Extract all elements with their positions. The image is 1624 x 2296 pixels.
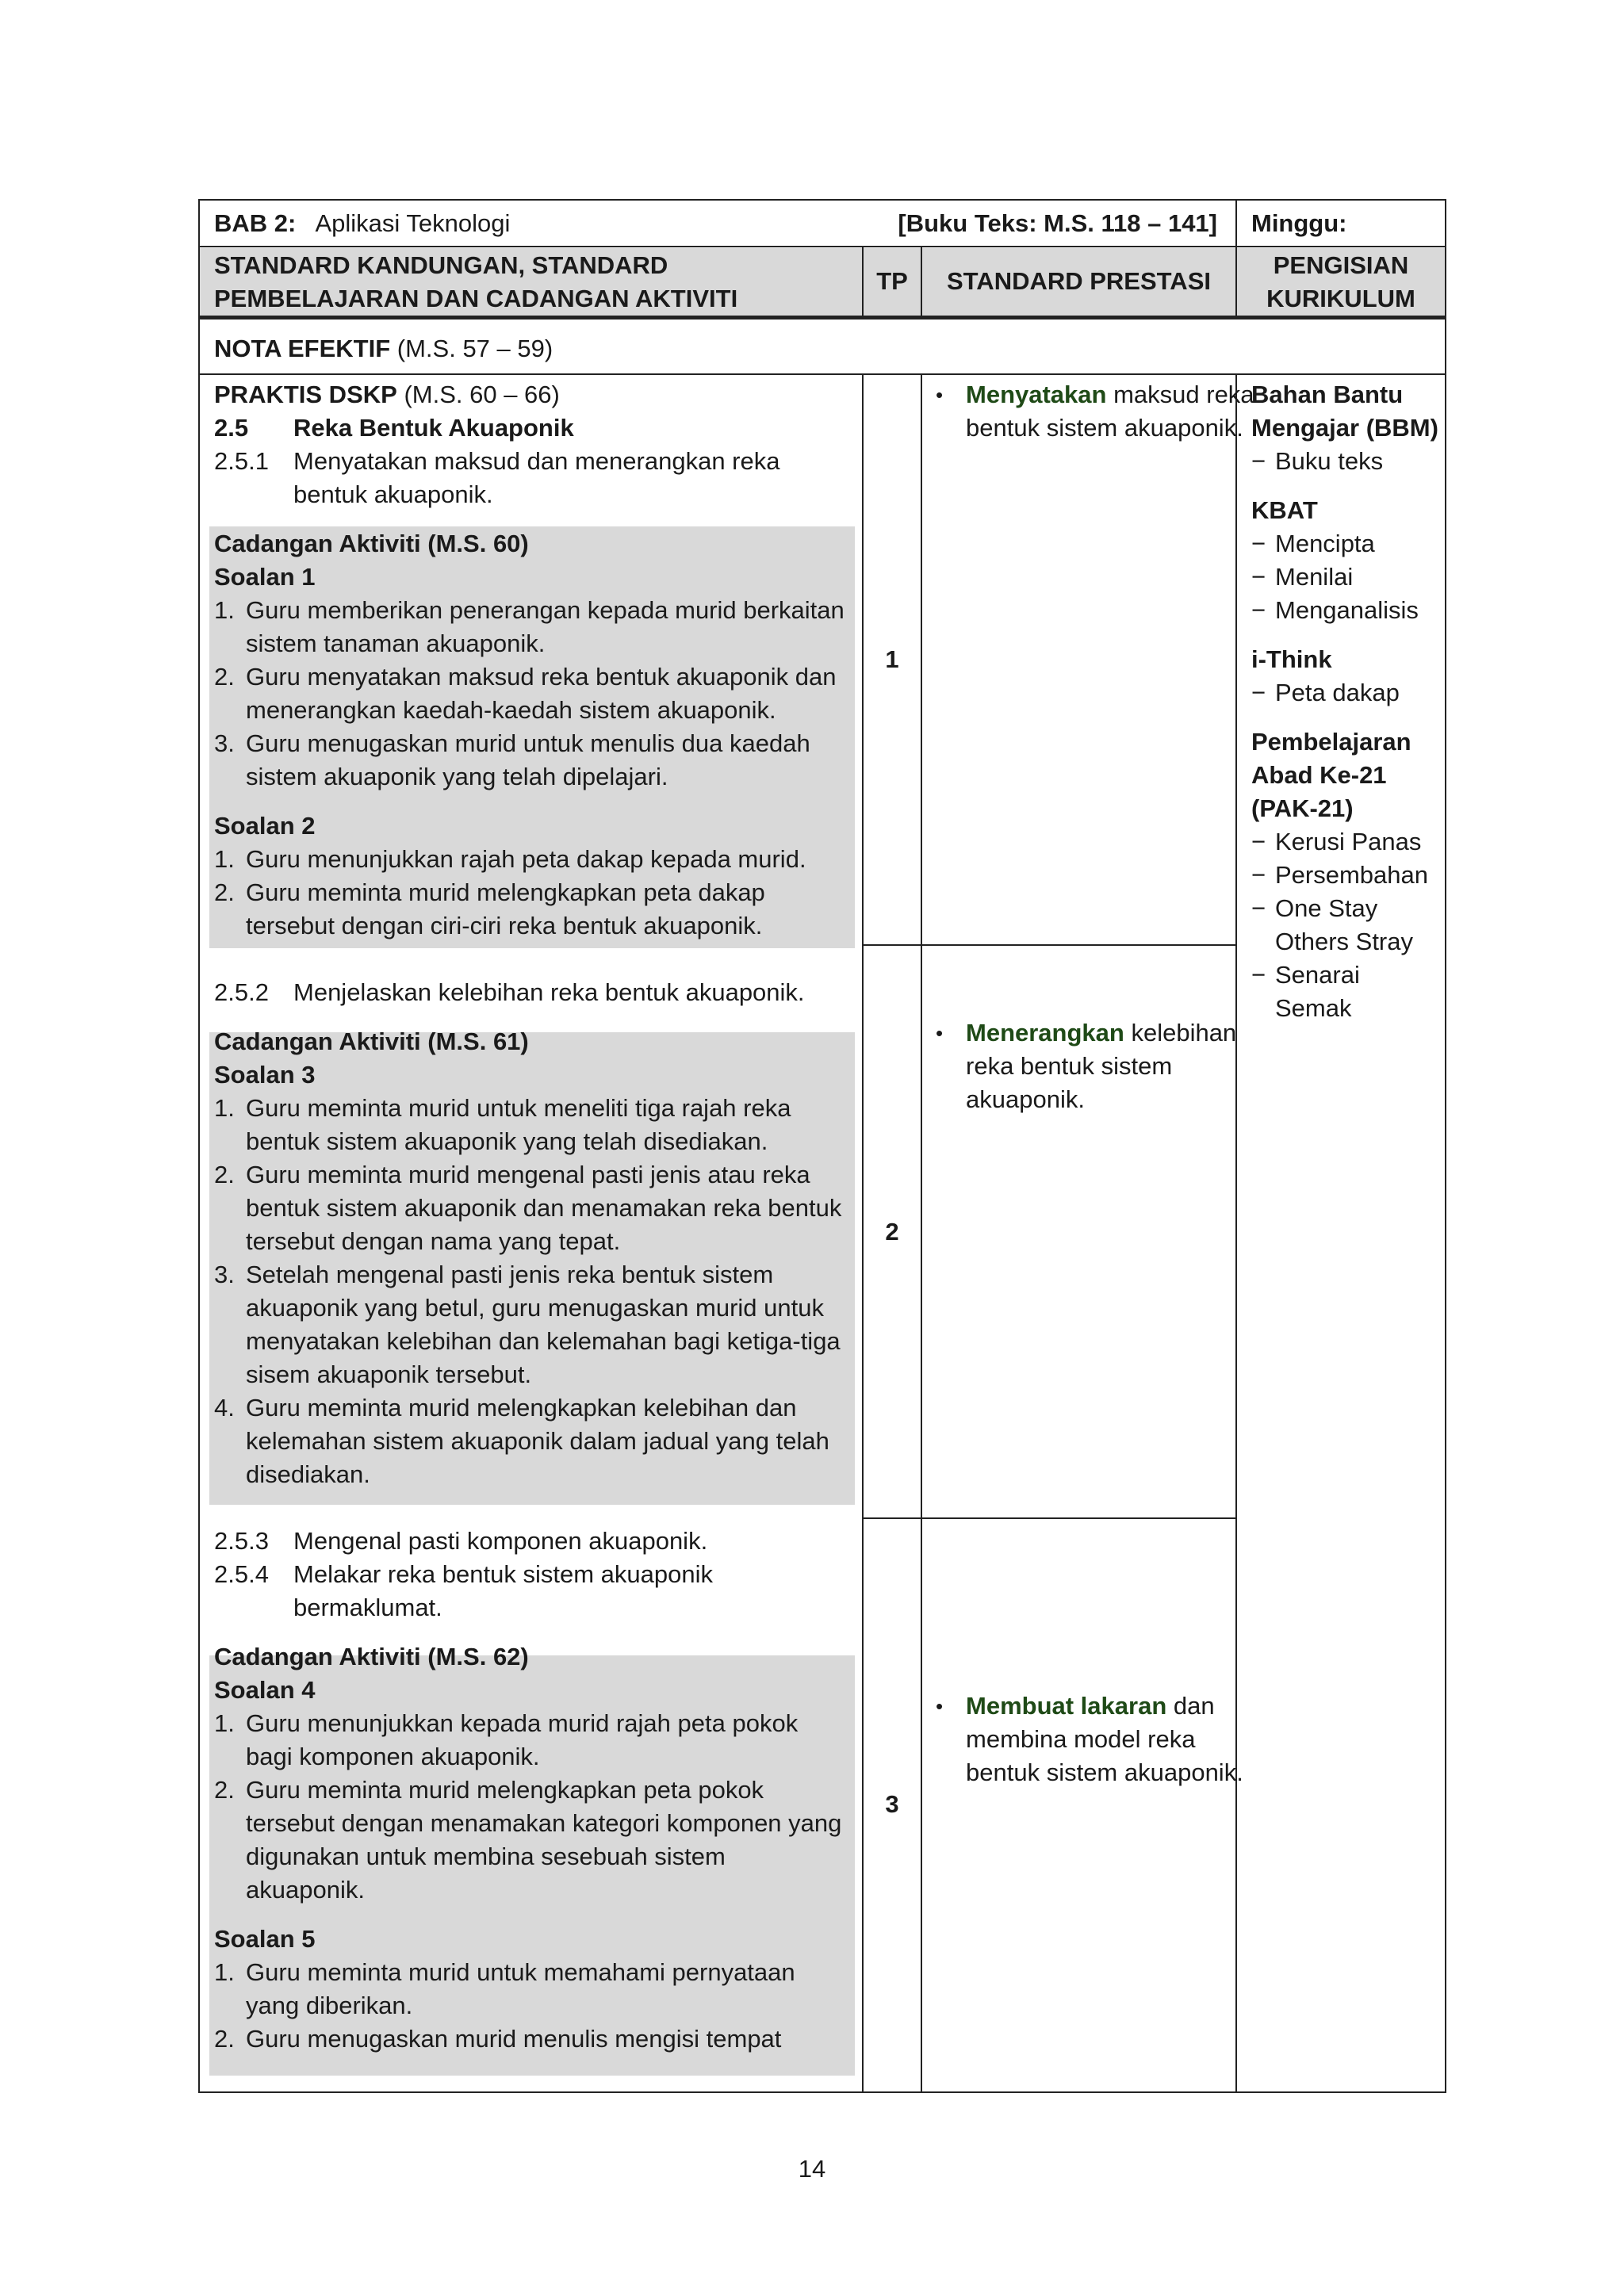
list-item: 1. Guru menunjukkan kepada murid rajah peta pokok bagi komponen akuaponik.: [214, 1709, 799, 1770]
list-item: 1. Guru meminta murid untuk meneliti tiga rajah reka bentuk sistem akuaponik yang telah disediakan.: [214, 1094, 791, 1155]
column-header-prestasi: STANDARD PRESTASI: [947, 267, 1211, 295]
list-item: − One Stay Others Stray: [1251, 894, 1413, 955]
nota-efektif: NOTA EFEKTIF (M.S. 57 – 59): [214, 335, 553, 362]
bab-title-line: [214, 207, 510, 240]
column-header-pengisian: PENGISIAN KURIKULUM: [1266, 251, 1415, 312]
prestasi-1: • Menyatakan maksud reka bentuk sistem akuaponik.: [936, 381, 1254, 442]
sp-2-5-4: 2.5.4 Melakar reka bentuk sistem akuaponik bermaklumat.: [214, 1560, 713, 1621]
sp-2-5-3: 2.5.3 Mengenal pasti komponen akuaponik.: [214, 1527, 708, 1555]
bbm-title: Bahan Bantu Mengajar (BBM): [1251, 381, 1438, 442]
pak21-list: [1251, 825, 1438, 1025]
column-header-kandungan: STANDARD KANDUNGAN, STANDARD PEMBELAJARAN DAN CADANGAN AKTIVITI: [214, 251, 738, 312]
sp-2-5-1: 2.5.1 Menyatakan maksud dan menerangkan reka bentuk akuaponik.: [214, 447, 780, 508]
pak21-title: Pembelajaran Abad Ke-21 (PAK-21): [1251, 728, 1411, 822]
list-item: 2. Guru menyatakan maksud reka bentuk akuaponik dan menerangkan kaedah-kaedah sistem akuaponik.: [214, 663, 837, 724]
soalan-5-list: [214, 1956, 848, 2056]
topic-heading: 2.5 Reka Bentuk Akuaponik: [214, 414, 574, 442]
activity-title: Cadangan Aktiviti (M.S. 61): [214, 1027, 529, 1055]
list-item: − Persembahan: [1251, 861, 1429, 889]
buku-teks-ref: [Buku Teks: M.S. 118 – 141]: [898, 209, 1217, 237]
list-item: − Menilai: [1251, 563, 1354, 591]
list-item: 3. Setelah mengenal pasti jenis reka bentuk sistem akuaponik yang betul, guru menugaskan murid untuk menyatakan kelebihan dan kelemahan bagi ketiga-tiga sisem akuaponik tersebut.: [214, 1261, 841, 1388]
ithink-title: i-Think: [1251, 645, 1332, 673]
list-item: − Kerusi Panas: [1251, 828, 1422, 855]
bab-label: BAB 2:: [214, 209, 297, 237]
list-item: 1. Guru memberikan penerangan kepada murid berkaitan sistem tanaman akuaponik.: [214, 596, 845, 657]
list-item: 1. Guru menunjukkan rajah peta dakap kepada murid.: [214, 845, 806, 873]
tp-3: 3: [885, 1790, 899, 1818]
kandungan-column: [214, 378, 848, 2056]
list-item: 3. Guru menugaskan murid untuk menulis dua kaedah sistem akuaponik yang telah dipelajari.: [214, 729, 810, 790]
prestasi-2: • Menerangkan kelebihan reka bentuk sistem akuaponik.: [936, 1019, 1237, 1113]
column-header-tp: TP: [876, 267, 908, 295]
list-item: 2. Guru meminta murid melengkapkan peta dakap tersebut dengan ciri-ciri reka bentuk akuaponik.: [214, 878, 765, 939]
list-item: 4. Guru meminta murid melengkapkan kelebihan dan kelemahan sistem akuaponik dalam jadual yang telah disediakan.: [214, 1394, 829, 1488]
soalan-2-list: [214, 843, 848, 943]
soalan-heading: Soalan 3: [214, 1061, 316, 1089]
tp-2: 2: [885, 1218, 899, 1246]
prestasi-3: • Membuat lakaran dan membina model reka bentuk sistem akuaponik.: [936, 1692, 1243, 1786]
sp-2-5-2: 2.5.2 Menjelaskan kelebihan reka bentuk akuaponik.: [214, 978, 805, 1006]
list-item: 2. Guru menugaskan murid menulis mengisi tempat: [214, 2025, 782, 2053]
soalan-heading: Soalan 2: [214, 812, 316, 840]
list-item: 2. Guru meminta murid mengenal pasti jenis atau reka bentuk sistem akuaponik dan menamakan reka bentuk tersebut dengan nama yang tepat.: [214, 1161, 842, 1255]
soalan-heading: Soalan 1: [214, 563, 316, 591]
bab-title: Aplikasi Teknologi: [315, 209, 511, 237]
activity-title: Cadangan Aktiviti (M.S. 60): [214, 530, 529, 557]
list-item: − Senarai Semak: [1251, 961, 1360, 1022]
list-item: − Menganalisis: [1251, 596, 1419, 624]
list-item: − Peta dakap: [1251, 679, 1400, 706]
ithink-list: [1251, 676, 1438, 710]
soalan-heading: Soalan 4: [214, 1676, 316, 1704]
tp-1: 1: [885, 645, 899, 673]
kbat-title: KBAT: [1251, 496, 1318, 524]
list-item: 1. Guru meminta murid untuk memahami pernyataan yang diberikan.: [214, 1958, 795, 2019]
soalan-3-list: [214, 1092, 848, 1491]
minggu-label: Minggu:: [1251, 209, 1347, 237]
soalan-1-list: [214, 594, 848, 794]
activity-title: Cadangan Aktiviti (M.S. 62): [214, 1643, 529, 1670]
praktis-dskp: PRAKTIS DSKP (M.S. 60 – 66): [214, 381, 560, 408]
kbat-list: [1251, 527, 1438, 627]
soalan-4-list: [214, 1707, 848, 1907]
pengisian-column: [1251, 378, 1438, 1025]
list-item: − Buku teks: [1251, 447, 1384, 475]
soalan-heading: Soalan 5: [214, 1925, 316, 1953]
list-item: − Mencipta: [1251, 530, 1375, 557]
list-item: 2. Guru meminta murid melengkapkan peta pokok tersebut dengan menamakan kategori komponen yang digunakan untuk membina sesebuah sistem akuaponik.: [214, 1776, 842, 1904]
page-number: 14: [798, 2155, 826, 2183]
bbm-list: [1251, 445, 1438, 478]
